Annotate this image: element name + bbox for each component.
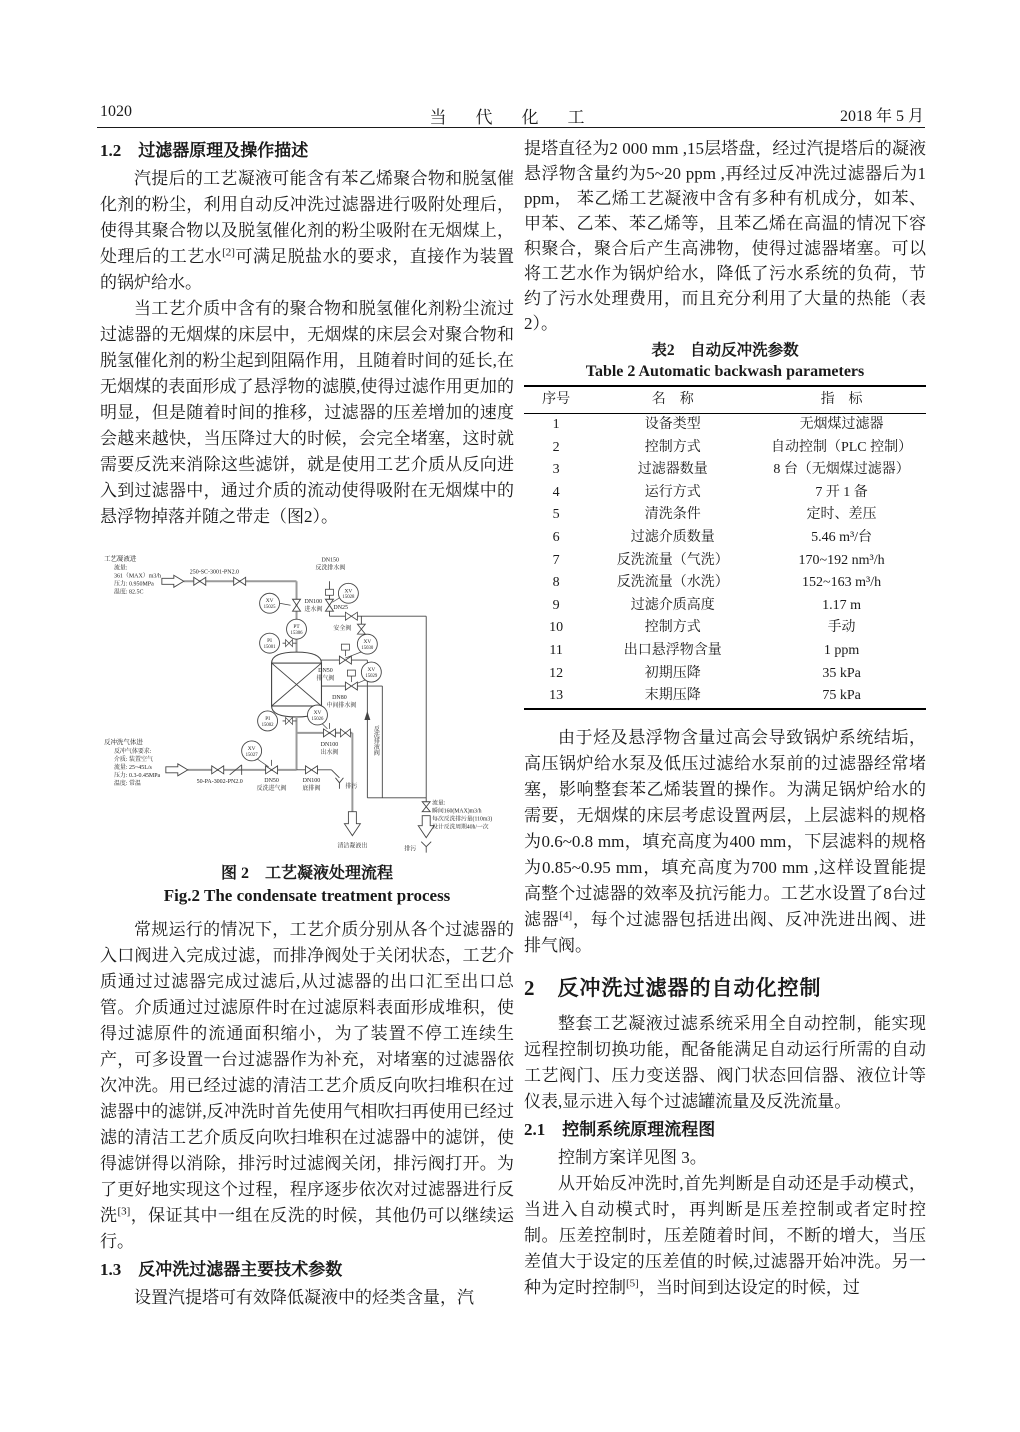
table-cell: 1	[552, 417, 560, 432]
inlet-title-label: 工艺凝液进	[103, 555, 137, 563]
outlet-valve-name-label: 出水阀	[320, 749, 339, 756]
section-2-heading: 2 反冲洗过滤器的自动化控制	[524, 975, 822, 1000]
svg-text:PI: PI	[267, 638, 272, 645]
table-cell: 过滤介质数量	[630, 529, 715, 545]
table-cell: 10	[549, 620, 564, 636]
safety-valve-icon	[345, 612, 357, 620]
table-cell: 反洗流量（水洗）	[616, 575, 729, 591]
table-row	[524, 482, 926, 505]
instrument-bubble-xv15028	[338, 583, 358, 603]
table-cell: 出口悬浮物含量	[623, 642, 722, 658]
instrument-bubble-pi15002	[258, 711, 278, 731]
drain-label: 排污	[345, 783, 358, 790]
backwash-drain-size-label: DN150	[321, 557, 340, 564]
clean-out-label: 清洁凝液出	[337, 843, 368, 850]
right-paragraph-2	[524, 725, 926, 959]
left-paragraph-2: 当工艺介质中含有的聚合物和脱氢催化剂粉尘流过过滤器的无烟煤的床层中，无烟煤的床层会对聚合物和脱氢催化剂的粉尘起到阻隔作用，且随着时间的延长,在无烟煤的表面形成了悬浮物的滤膜,使得过滤作用更加的明显，但是随着时间的推移，过滤器的压差增加的速度会越来越快，当压降过大的时候，会完全堵塞，这时就需要反洗来消除这些滤饼，就是使用工艺介质从反向进入到过滤器中，通过介质的流动使得吸附在无烟煤中的悬浮物掉落并随之带走（图2）。	[100, 299, 514, 526]
paragraph-text: 由于烃及悬浮物含量过高会导致锅炉系统结垢，高压锅炉给水泵及低压过滤给水泵前的过滤器经常堵塞，影响整套苯乙烯装置的操作。为满足锅炉给水的需要，无烟煤的床层考虑设置两层，上层滤料的规格为0.6~0.8 mm，填充高度为400 mm，下层滤料的规格为0.85~0.95 mm，填充高度为700 mm ,这样设置能提高整个过滤器的效率及抗污能力。工艺水设置了8台过滤器	[524, 727, 926, 929]
valve-icon	[286, 717, 293, 724]
citation-ref-2: [2]	[222, 246, 235, 259]
figure-2	[100, 548, 514, 907]
svg-text:15029: 15029	[365, 674, 378, 680]
valve-icon	[340, 729, 350, 737]
backwash-drain-valve-icon	[325, 599, 333, 611]
table-row	[524, 437, 926, 460]
valve-icon	[286, 640, 293, 647]
drain-y-icon	[421, 842, 431, 853]
gas-title-label: 反冲洗气体进	[103, 738, 143, 746]
mid-drain-name-label: 中间排水阀	[326, 702, 357, 709]
feed-pipe-tag: 250-SC-3001-PN2.0	[189, 569, 240, 576]
table-cell: 13	[549, 688, 564, 704]
table-cell: 5.46 m³/台	[811, 529, 873, 545]
table-header-row	[524, 386, 926, 414]
table-row	[524, 640, 926, 663]
table-cell: 5	[552, 507, 560, 523]
section-1-2-heading: 1.2 过滤器原理及操作描述	[100, 141, 309, 160]
gas-pressure-label: 压力: 0.3-0.45MPa	[113, 772, 161, 779]
instrument-bubble-xv15026	[307, 705, 327, 725]
instrument-bubble-pi15001	[260, 633, 280, 653]
table-cell: 末期压降	[644, 688, 701, 704]
mid-drain-valve-icon	[345, 682, 357, 690]
table-cell: 6	[552, 529, 560, 545]
svg-text:15306: 15306	[290, 631, 303, 637]
safety-valve-name-label: 安全阀	[333, 626, 352, 633]
condensate-process-diagram	[100, 548, 514, 853]
section-2-1-heading: 2.1 控制系统原理流程图	[524, 1119, 716, 1139]
table-row	[524, 685, 926, 709]
inlet-valve-icon	[293, 599, 301, 611]
note-flow-label: 流量:	[432, 800, 446, 807]
table-cell: 2	[552, 439, 560, 455]
outlet-valve-size-label: DN100	[320, 741, 339, 748]
inlet-arrow-icon	[162, 575, 184, 587]
right-paragraph-3: 整套工艺凝液过滤系统采用全自动控制，能实现远程控制切换功能，配备能满足自动运行所需的自动工艺阀门、压力变送器、阀门状态回信器、液位计等仪表,显示进入每个过滤罐流量及反洗流量。	[524, 1013, 926, 1111]
inlet-valve-name-label: 进水阀	[304, 607, 323, 614]
table-cell: 手动	[827, 620, 856, 636]
right-paragraph-1: 提塔直径为2 000 mm ,15层塔盘，经过汽提塔后的凝液悬浮物含量约为5~20 ppm ,再经过反冲洗过滤器后为1 ppm， 苯乙烯工艺凝液中含有多种有机成分，如苯、甲苯、乙苯、苯乙烯等，且苯乙烯在高温的情况下容积聚合，聚合后产生高沸物，使得过滤器堵塞。可以将工艺水作为锅炉给水，降低了污水系统的负荷，节约了污水处理费用，而且充分利用了大量的热能（表2）。	[524, 139, 926, 333]
left-column	[100, 136, 514, 1311]
table-row	[524, 572, 926, 595]
actuator-icon	[341, 644, 349, 650]
right-paragraph-4: 控制方案详见图 3。	[558, 1147, 707, 1167]
drain-y-icon	[335, 778, 343, 789]
gas-valve-size-label: DN50	[264, 777, 279, 784]
table-row	[524, 663, 926, 686]
table-caption-zh: 表2 自动反冲洗参数	[651, 342, 799, 359]
svg-text:XV: XV	[265, 598, 274, 605]
backwash-header-label: 反洗排液阀	[372, 725, 379, 756]
journal-title: 当 代 化 工	[429, 108, 591, 127]
paragraph-text: 从开始反冲洗时,首先判断是自动还是手动模式，当进入自动模式时，再判断是压差控制或者定时控制。压差控制时，压差随着时间，不断的增大，当压差值大于设定的压差值的时候,过滤器开始冲洗。另一种为定时控制	[524, 1173, 926, 1297]
valve-icon	[234, 577, 246, 585]
issue-date: 2018 年 5 月	[839, 108, 924, 125]
table-cell: 35 kPa	[822, 665, 861, 681]
outlet-valve-icon	[323, 729, 335, 737]
inlet-flow-value: 361（MAX）m3/h	[113, 573, 162, 580]
svg-text:PT: PT	[293, 624, 300, 631]
paragraph-text: 汽提后的工艺凝液可能含有苯乙烯聚合物和脱氢催化剂的粉尘，利用自动反冲洗过滤器进行吸附处理后，使得其聚合物以及脱氢催化剂的粉尘吸附在无烟煤上，处理后的工艺水	[100, 169, 514, 266]
gas-valve-name-label: 反洗进气阀	[256, 785, 287, 792]
note-drain-volume: 每次反洗排污量(110m3)	[432, 816, 493, 823]
table-row	[524, 504, 926, 527]
gas-flow-label: 流量: 25~45L/s	[113, 764, 152, 771]
mid-drain-size-label: DN80	[332, 695, 347, 702]
table-cell: 清洗条件	[644, 507, 701, 523]
left-paragraph-4: 设置汽提塔可有效降低凝液中的烃类含量，汽	[134, 1288, 474, 1307]
safety-valve-icon	[357, 624, 365, 634]
paragraph-text: ，保证其中一组在反洗的时候，其他仍可以继续运行。	[100, 1206, 515, 1251]
vent-valve-icon	[339, 656, 351, 664]
instrument-bubble-xv15025	[260, 593, 280, 613]
col-header-value: 指 标	[757, 386, 926, 414]
table-cell: 8	[552, 575, 560, 591]
inlet-flow-label: 流量:	[113, 565, 128, 572]
drain-label: 排污	[404, 846, 417, 853]
paragraph-text: 可满足脱盐水的要求，直接作为装置的锅炉给水。	[100, 247, 515, 292]
safety-valve-size-label: DN25	[333, 605, 349, 612]
svg-text:15001: 15001	[263, 645, 276, 651]
table-cell: 定时、差压	[806, 507, 877, 523]
flow-up-arrow-icon	[364, 711, 370, 720]
table-cell: 运行方式	[644, 484, 701, 500]
table-cell: 过滤介质高度	[630, 597, 715, 613]
svg-text:XV: XV	[367, 667, 376, 674]
table-row	[524, 595, 926, 618]
gas-inlet-valve-icon	[266, 766, 278, 774]
table-row	[524, 527, 926, 550]
table-cell: 控制方式	[644, 439, 701, 455]
backwash-drain-name-label: 反洗排水阀	[315, 565, 346, 572]
table-body	[524, 414, 926, 709]
bottom-drain-size-label: DN100	[302, 777, 321, 784]
svg-text:XV: XV	[363, 639, 372, 646]
svg-text:XV: XV	[344, 588, 353, 595]
table-cell: 1 ppm	[823, 642, 860, 658]
citation-ref-4: [4]	[559, 909, 573, 922]
paragraph-text: 常规运行的情况下，工艺介质分别从各个过滤器的入口阀进入完成过滤，而排净阀处于关闭状态，工艺介质通过过滤器完成过滤后,从过滤器的出口汇至出口总管。介质通过过滤原件时在过滤原料表面形成堆积，使得过滤原件的流通面积缩小，为了装置不停工连续生产，可多设置一台过滤器作为补充，对堵塞的过滤器依次冲洗。用已经过滤的清洁工艺介质反向吹扫堆积在过滤器中的滤饼,反冲洗时首先使用气相吹扫再使用已经过滤的清洁工艺介质反向吹扫堆积在过滤器中的滤饼，使得滤饼得以消除，排污时过滤阀关闭，排污阀打开。为了更好地实现这个过程，程序逐步依次对过滤器进行反洗	[100, 920, 514, 1225]
svg-text:15028: 15028	[342, 595, 355, 601]
table-cell: 控制方式	[644, 620, 701, 636]
svg-text:15026: 15026	[311, 716, 324, 722]
instrument-bubble-pt15306	[287, 619, 307, 639]
table-cell: 反洗流量（气洗）	[616, 552, 729, 568]
clean-out-arrow-icon	[344, 812, 360, 836]
svg-text:15030: 15030	[361, 646, 374, 652]
instrument-bubble-xv15027	[242, 741, 262, 761]
gas-req-label: 反冲气体要求:	[113, 748, 152, 755]
inlet-valve-size-label: DN100	[304, 599, 323, 606]
right-column	[524, 136, 926, 1301]
table-cell: 7 开 1 备	[815, 484, 868, 500]
section-1-3-heading: 1.3 反冲洗过滤器主要技术参数	[100, 1260, 343, 1279]
svg-text:PI: PI	[265, 715, 270, 722]
table-caption-en: Table 2 Automatic backwash parameters	[585, 363, 865, 380]
table-cell: 设备类型	[644, 417, 701, 432]
table-cell: 过滤器数量	[637, 462, 708, 478]
table-cell: 无烟煤过滤器	[799, 417, 884, 432]
instrument-bubble-xv15029	[361, 662, 381, 682]
paragraph-text: ，每个过滤器包括进出阀、反冲洗进出阀、进排气阀。	[524, 909, 927, 955]
table-cell: 7	[552, 552, 560, 568]
table-cell: 1.17 m	[822, 597, 862, 613]
col-header-name: 名 称	[588, 386, 757, 414]
table-cell: 12	[549, 665, 564, 681]
citation-ref-3: [3]	[117, 1205, 131, 1218]
vent-valve-size-label: DN50	[318, 668, 333, 675]
bottom-drain-name-label: 底排阀	[302, 785, 321, 792]
gas-inlet-arrow-icon	[166, 764, 188, 776]
header-rule	[97, 127, 925, 128]
instrument-bubble-xv15030	[357, 634, 377, 654]
svg-text:15002: 15002	[261, 722, 274, 728]
table-cell: 3	[552, 462, 560, 478]
col-header-index: 序号	[524, 386, 588, 414]
gas-temp-label: 温度: 常温	[113, 780, 141, 787]
table-row	[524, 617, 926, 640]
paragraph-text: ，当时间到达设定的时候，过	[638, 1277, 860, 1297]
table-row	[524, 414, 926, 437]
left-paragraph-3	[100, 917, 514, 1255]
vent-valve-name-label: 排气阀	[316, 676, 335, 683]
actuator-icon	[347, 670, 355, 676]
inlet-temp-value: 温度: 82.5C	[113, 589, 144, 596]
table-row	[524, 550, 926, 573]
gas-pipe-tag: 50-PA-3002-PN2.0	[196, 778, 243, 785]
citation-ref-5: [5]	[626, 1277, 639, 1290]
table-cell: 11	[549, 642, 563, 658]
drain-valve-icon	[422, 802, 430, 812]
bottom-drain-valve-icon	[306, 766, 318, 774]
inlet-pressure-value: 压力: 0.950MPa	[113, 581, 154, 588]
actuator-icon	[325, 589, 333, 595]
page-number: 1020	[100, 103, 132, 120]
table-cell: 75 kPa	[822, 688, 861, 704]
table-2-backwash-parameters	[524, 385, 926, 710]
table-cell: 4	[552, 484, 560, 500]
table-cell: 9	[552, 597, 560, 613]
right-paragraph-5	[524, 1171, 926, 1301]
gas-medium-label: 介质: 装置空气	[113, 756, 153, 763]
note-flow-value: 瞬间160(MAX)m3/h	[432, 808, 482, 815]
valve-icon	[194, 577, 206, 585]
left-paragraph-1	[100, 166, 514, 296]
svg-text:XV: XV	[313, 709, 322, 716]
table-cell: 自动控制（PLC 控制）	[770, 439, 913, 455]
figure-caption-en: Fig.2 The condensate treatment process	[163, 886, 451, 905]
svg-text:XV: XV	[247, 745, 256, 752]
svg-text:15027: 15027	[245, 752, 258, 758]
svg-text:15025: 15025	[263, 605, 276, 611]
note-cycle: 设计反洗周期40h/一次	[432, 824, 489, 831]
table-row	[524, 459, 926, 482]
valve-icon	[212, 766, 224, 774]
table-cell: 152~163 m³/h	[802, 575, 882, 591]
figure-caption-zh: 图 2 工艺凝液处理流程	[220, 865, 393, 882]
table-cell: 170~192 nm³/h	[798, 552, 885, 568]
table-cell: 8 台（无烟煤过滤器）	[773, 462, 910, 478]
table-cell: 初期压降	[644, 665, 701, 681]
